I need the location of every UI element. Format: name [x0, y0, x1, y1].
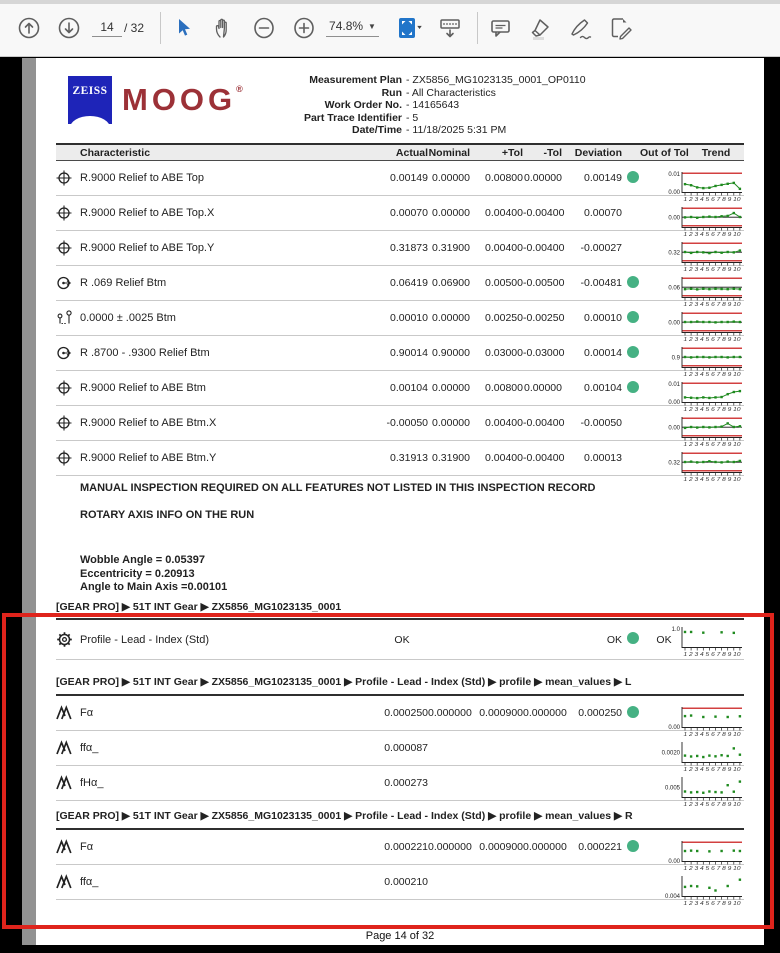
svg-text:1 2 3 4 5 6 7 8 9 10: 1 2 3 4 5 6 7 8 9 10: [683, 652, 742, 658]
svg-text:0.06: 0.06: [668, 285, 680, 292]
table-row: R.9000 Relief to ABE Top.X 0.00070 0.00000 0.00400 -0.00400 0.00070 0.00 1 2 3 4 5 6 7 8 9 10: [56, 196, 744, 231]
position-icon: [56, 205, 80, 221]
window-edge-bottom: [0, 945, 780, 953]
zeiss-lens-arc: [70, 116, 110, 124]
table-row: R.9000 Relief to ABE Btm.X -0.00050 0.00000 0.00400 -0.00400 -0.00050 0.00 1 2 3 4 5 6 7 8 9 10: [56, 406, 744, 441]
breadcrumb: [GEAR PRO] ▶ 51T INT Gear ▶ ZX5856_MG1023135_0001 ▶ Profile - Lead - Index (Std) ▶ profile ▶ mean_values ▶ L: [56, 676, 632, 688]
table-row: Fα 0.000221 0.000000 0.000900 0.000000 0.000221 0.00 1 2 3 4 5 6 7 8 9 10: [56, 830, 744, 865]
svg-text:1 2 3 4 5 6 7 8 9 10: 1 2 3 4 5 6 7 8 9 10: [683, 767, 742, 773]
zoom-level-dropdown[interactable]: [326, 19, 379, 37]
toolbar-separator: [477, 12, 478, 44]
table-row: Fα 0.000250 0.000000 0.000900 0.000000 0.000250 0.00 1 2 3 4 5 6 7 8 9 10: [56, 696, 744, 731]
position-icon: [56, 170, 80, 186]
page-number-input[interactable]: 14: [92, 20, 122, 37]
svg-text:1 2 3 4 5 6 7 8 9 10: 1 2 3 4 5 6 7 8 9 10: [683, 442, 742, 448]
table-row: R.9000 Relief to ABE Top 0.00149 0.00000 0.00800 0.00000 0.00149 0.01 0.00 1 2 3 4 5 6 7 8 9 10: [56, 161, 744, 196]
col-characteristic: Characteristic: [80, 146, 151, 159]
breadcrumb: [GEAR PRO] ▶ 51T INT Gear ▶ ZX5856_MG1023135_0001: [56, 601, 342, 613]
in-tolerance-indicator: [627, 346, 639, 358]
toolbar-separator: [160, 12, 161, 44]
next-page-button[interactable]: [56, 10, 82, 46]
table-row: 0.0000 ± .0025 Btm 0.00010 0.00000 0.00250 -0.00250 0.00010 0.00 1 2 3 4 5 6 7 8 9 10: [56, 301, 744, 336]
col-actual: Actual: [395, 146, 428, 159]
radius-icon: [56, 345, 80, 361]
info-field: Work Order No. - 14165643: [186, 99, 646, 112]
scrolling-mode-button[interactable]: [437, 10, 463, 46]
col-ntol: -Tol: [543, 146, 562, 159]
in-tolerance-indicator: [627, 171, 639, 183]
table-row: R.9000 Relief to ABE Btm 0.00104 0.00000 0.00800 0.00000 0.00104 0.01 0.00 1 2 3 4 5 6 7 8 9 10: [56, 371, 744, 406]
hand-tool-button[interactable]: [211, 10, 237, 46]
svg-text:0.00: 0.00: [668, 215, 680, 222]
zoom-level-value: 74.8%: [329, 19, 364, 33]
manual-inspection-note: MANUAL INSPECTION REQUIRED ON ALL FEATURES NOT LISTED IN THIS INSPECTION RECORD: [80, 482, 596, 494]
svg-text:1 2 3 4 5 6 7 8 9 10: 1 2 3 4 5 6 7 8 9 10: [683, 477, 742, 483]
info-field: Part Trace Identifier - 5: [186, 112, 646, 125]
sign-tool-button[interactable]: [568, 10, 594, 46]
svg-text:0.0020: 0.0020: [661, 750, 680, 757]
col-trend: Trend: [701, 146, 731, 159]
svg-text:1 2 3 4 5 6 7 8 9 10: 1 2 3 4 5 6 7 8 9 10: [683, 302, 742, 308]
info-field: Run - All Characteristics: [186, 87, 646, 100]
comment-tool-button[interactable]: [488, 10, 514, 46]
svg-text:0.01: 0.01: [668, 172, 680, 178]
previous-page-button[interactable]: [16, 10, 42, 46]
table-header-row: [56, 143, 744, 161]
in-tolerance-indicator: [627, 311, 639, 323]
svg-text:0.00: 0.00: [668, 400, 680, 406]
pdf-toolbar: [0, 0, 780, 57]
rotary-axis-values: Wobble Angle = 0.05397 Eccentricity = 0.20913 Angle to Main Axis =0.00101: [80, 554, 228, 593]
position-icon: [56, 450, 80, 466]
svg-text:0.005: 0.005: [664, 785, 680, 792]
trend-chart: [656, 449, 744, 483]
moog-logo: MOOG®: [122, 82, 243, 117]
position-icon: [56, 380, 80, 396]
page-total-label: / 32: [124, 21, 145, 35]
position-icon: [56, 415, 80, 431]
fill-and-sign-button[interactable]: [608, 10, 634, 46]
highlight-tool-button[interactable]: [528, 10, 554, 46]
in-tolerance-indicator: [627, 276, 639, 288]
characteristics-table: [56, 143, 744, 483]
zoom-in-button[interactable]: [291, 10, 317, 46]
table-row: ffα_ 0.000210 0.004 1 2 3 4 5 6 7 8 9 10: [56, 865, 744, 900]
svg-text:1 2 3 4 5 6 7 8 9 10: 1 2 3 4 5 6 7 8 9 10: [683, 866, 742, 872]
svg-text:1 2 3 4 5 6 7 8 9 10: 1 2 3 4 5 6 7 8 9 10: [683, 267, 742, 273]
annotation-rectangle: [2, 613, 774, 929]
svg-text:0.00: 0.00: [668, 425, 680, 432]
rotary-axis-note: ROTARY AXIS INFO ON THE RUN: [80, 509, 255, 521]
table-row: ffα_ 0.000087 0.0020 1 2 3 4 5 6 7 8 9 10: [56, 731, 744, 766]
position-icon: [56, 240, 80, 256]
report-info-block: [186, 74, 646, 137]
zeiss-logo: [68, 76, 112, 124]
in-tolerance-indicator: [627, 381, 639, 393]
page-footer: Page 14 of 32: [365, 930, 435, 942]
col-ptol: +Tol: [501, 146, 523, 159]
svg-text:0.00: 0.00: [668, 320, 680, 327]
svg-text:0.01: 0.01: [668, 382, 680, 388]
select-tool-button[interactable]: [171, 10, 197, 46]
svg-text:1 2 3 4 5 6 7 8 9 10: 1 2 3 4 5 6 7 8 9 10: [683, 372, 742, 378]
zeiss-logo-text: ZEISS: [72, 85, 108, 97]
fit-page-button[interactable]: [397, 10, 423, 46]
zoom-out-button[interactable]: [251, 10, 277, 46]
svg-text:0.00: 0.00: [668, 859, 680, 865]
svg-text:1 2 3 4 5 6 7 8 9 10: 1 2 3 4 5 6 7 8 9 10: [683, 407, 742, 413]
col-out-of-tol: Out of Tol: [640, 146, 689, 159]
svg-text:0.32: 0.32: [668, 460, 680, 467]
radius-icon: [56, 275, 80, 291]
svg-text:0.00: 0.00: [668, 190, 680, 196]
table-row: R .069 Relief Btm 0.06419 0.06900 0.00500 -0.00500 -0.00481 0.06 1 2 3 4 5 6 7 8 9 10: [56, 266, 744, 301]
svg-text:1 2 3 4 5 6 7 8 9 10: 1 2 3 4 5 6 7 8 9 10: [683, 337, 742, 343]
table-row: Profile - Lead - Index (Std) OK OK OK 1.0 1 2 3 4 5 6 7 8 9 10: [56, 620, 744, 660]
svg-text:1.0: 1.0: [671, 627, 680, 633]
svg-text:1 2 3 4 5 6 7 8 9 10: 1 2 3 4 5 6 7 8 9 10: [683, 901, 742, 907]
svg-text:0.32: 0.32: [668, 250, 680, 257]
svg-text:1 2 3 4 5 6 7 8 9 10: 1 2 3 4 5 6 7 8 9 10: [683, 232, 742, 238]
info-field: Measurement Plan - ZX5856_MG1023135_0001_OP0110: [186, 74, 646, 87]
svg-text:1 2 3 4 5 6 7 8 9 10: 1 2 3 4 5 6 7 8 9 10: [683, 732, 742, 738]
distance-icon: [56, 310, 80, 326]
svg-text:1 2 3 4 5 6 7 8 9 10: 1 2 3 4 5 6 7 8 9 10: [683, 802, 742, 808]
svg-text:0.004: 0.004: [664, 894, 680, 900]
svg-text:0.9: 0.9: [671, 355, 680, 362]
table-row: R .8700 - .9300 Relief Btm 0.90014 0.90000 0.03000 -0.03000 0.00014 0.9 1 2 3 4 5 6 7 8 9 10: [56, 336, 744, 371]
table-row: fHα_ 0.000273 0.005 1 2 3 4 5 6 7 8 9 10: [56, 766, 744, 801]
svg-text:1 2 3 4 5 6 7 8 9 10: 1 2 3 4 5 6 7 8 9 10: [683, 197, 742, 203]
svg-text:0.00: 0.00: [668, 725, 680, 731]
col-deviation: Deviation: [574, 146, 622, 159]
registered-mark: ®: [236, 84, 243, 94]
table-row: R.9000 Relief to ABE Btm.Y 0.31913 0.31900 0.00400 -0.00400 0.00013 0.32 1 2 3 4 5 6 7 8 9 10: [56, 441, 744, 476]
breadcrumb: [GEAR PRO] ▶ 51T INT Gear ▶ ZX5856_MG1023135_0001 ▶ Profile - Lead - Index (Std) ▶ profile ▶ mean_values ▶ R: [56, 810, 633, 822]
col-nominal: Nominal: [428, 146, 470, 159]
info-field: Date/Time - 11/18/2025 5:31 PM: [186, 124, 646, 137]
table-row: R.9000 Relief to ABE Top.Y 0.31873 0.31900 0.00400 -0.00400 -0.00027 0.32 1 2 3 4 5 6 7 8 9 10: [56, 231, 744, 266]
chevron-down-icon: ▼: [368, 21, 376, 31]
